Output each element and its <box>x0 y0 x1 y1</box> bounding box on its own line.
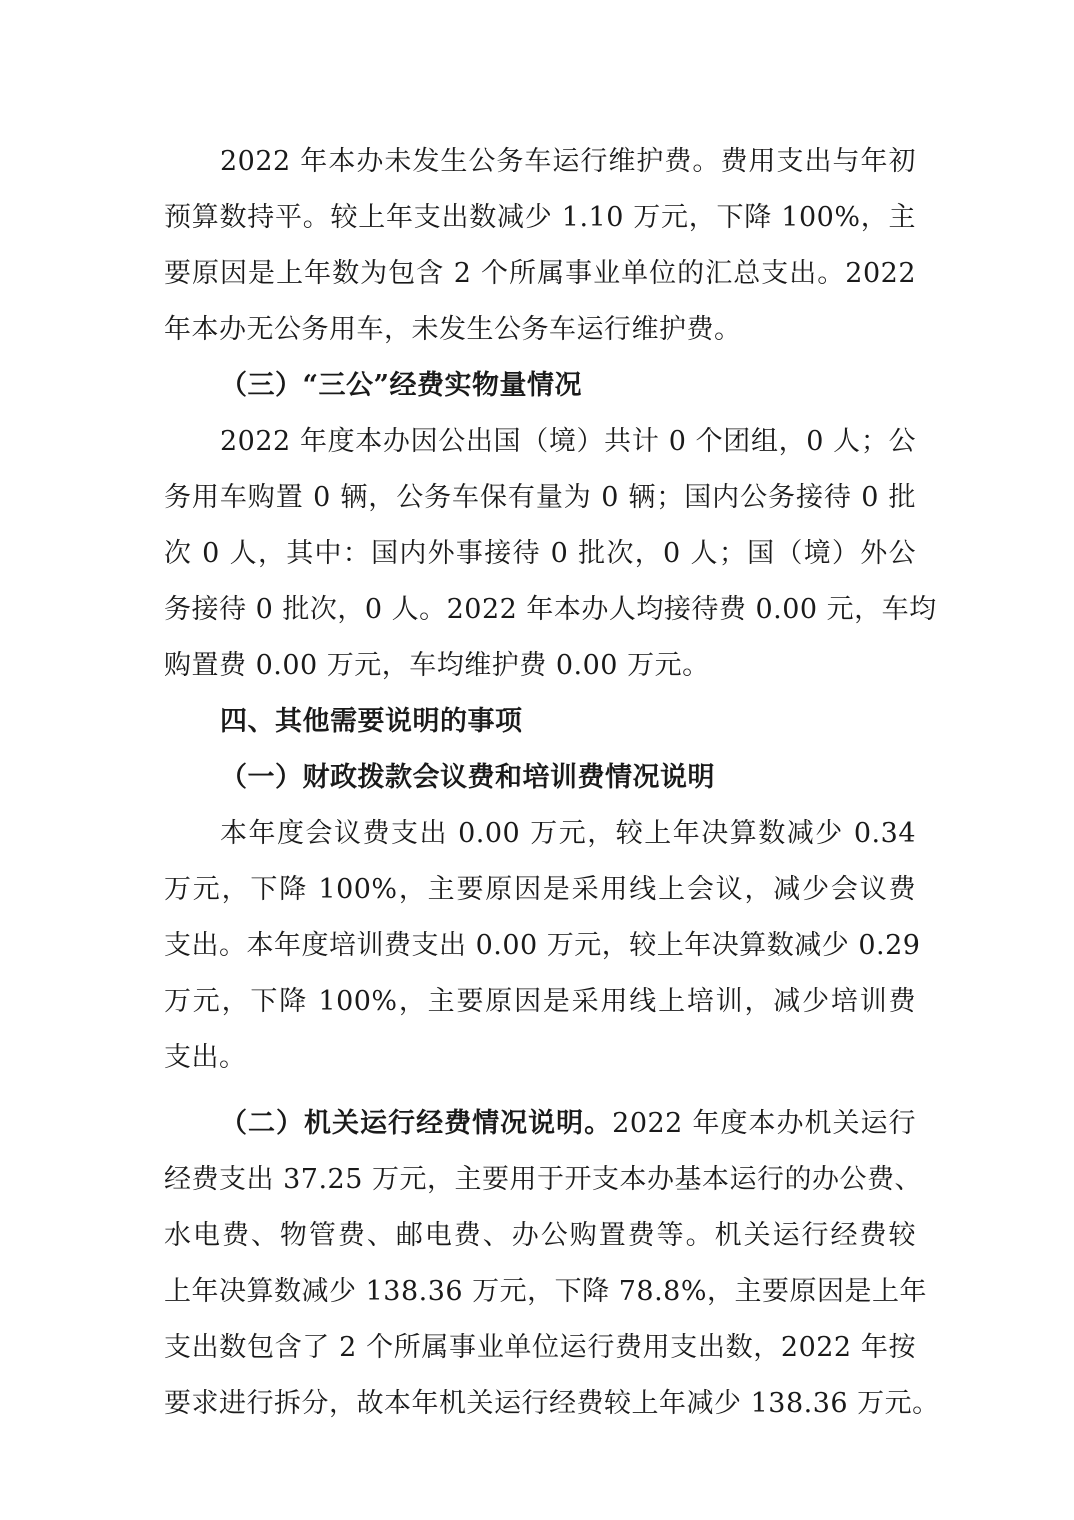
paragraph-line: 水电费、物管费、邮电费、办公购置费等。机关运行经费较 <box>164 1220 916 1251</box>
paragraph-physical-quantity <box>164 414 937 694</box>
section-heading-other-matters: 四、其他需要说明的事项 <box>220 706 523 737</box>
paragraph-line: 支出数包含了 2 个所属事业单位运行费用支出数，2022 年按 <box>164 1332 916 1363</box>
paragraph-line: 经费支出 37.25 万元，主要用于开支本办基本运行的办公费、 <box>164 1164 922 1195</box>
paragraph-lead-text: 2022 年度本办机关运行 <box>612 1108 917 1139</box>
section-heading-physical-quantity: （三）“三公”经费实物量情况 <box>220 370 583 401</box>
paragraph-line: 2022 年度本办因公出国（境）共计 0 个团组，0 人；公 <box>220 426 916 457</box>
inline-heading-operating-expenses: （二）机关运行经费情况说明。 <box>220 1108 613 1139</box>
paragraph-operating-expenses <box>164 1096 940 1432</box>
paragraph-line: 支出。本年度培训费支出 0.00 万元，较上年决算数减少 0.29 <box>164 930 921 961</box>
paragraph-line: 务接待 0 批次，0 人。2022 年本办人均接待费 0.00 元，车均 <box>164 594 937 625</box>
paragraph-line: 支出。 <box>164 1042 247 1073</box>
section-heading-meeting-training: （一）财政拨款会议费和培训费情况说明 <box>220 762 715 793</box>
paragraph-line: 2022 年本办未发生公务车运行维护费。费用支出与年初 <box>220 146 916 177</box>
paragraph-line: 上年决算数减少 138.36 万元，下降 78.8%，主要原因是上年 <box>164 1276 927 1307</box>
paragraph-line-lead <box>164 1096 916 1152</box>
paragraph-line: 务用车购置 0 辆，公务车保有量为 0 辆；国内公务接待 0 批 <box>164 482 916 513</box>
paragraph-vehicle-maintenance <box>164 134 916 358</box>
paragraph-line: 预算数持平。较上年支出数减少 1.10 万元，下降 100%，主 <box>164 202 916 233</box>
paragraph-line: 万元，下降 100%，主要原因是采用线上培训，减少培训费 <box>164 986 916 1017</box>
paragraph-line: 次 0 人，其中：国内外事接待 0 批次，0 人；国（境）外公 <box>164 538 916 569</box>
paragraph-line: 万元，下降 100%，主要原因是采用线上会议，减少会议费 <box>164 874 916 905</box>
document-body <box>164 134 940 1432</box>
paragraph-spacer <box>164 1086 916 1096</box>
paragraph-line: 购置费 0.00 万元，车均维护费 0.00 万元。 <box>164 650 710 681</box>
paragraph-line: 要原因是上年数为包含 2 个所属事业单位的汇总支出。2022 <box>164 258 916 289</box>
paragraph-line: 要求进行拆分，故本年机关运行经费较上年减少 138.36 万元。 <box>164 1388 940 1419</box>
paragraph-line: 年本办无公务用车，未发生公务车运行维护费。 <box>164 314 742 345</box>
paragraph-line: 本年度会议费支出 0.00 万元，较上年决算数减少 0.34 <box>220 818 916 849</box>
paragraph-meeting-training <box>164 806 921 1086</box>
